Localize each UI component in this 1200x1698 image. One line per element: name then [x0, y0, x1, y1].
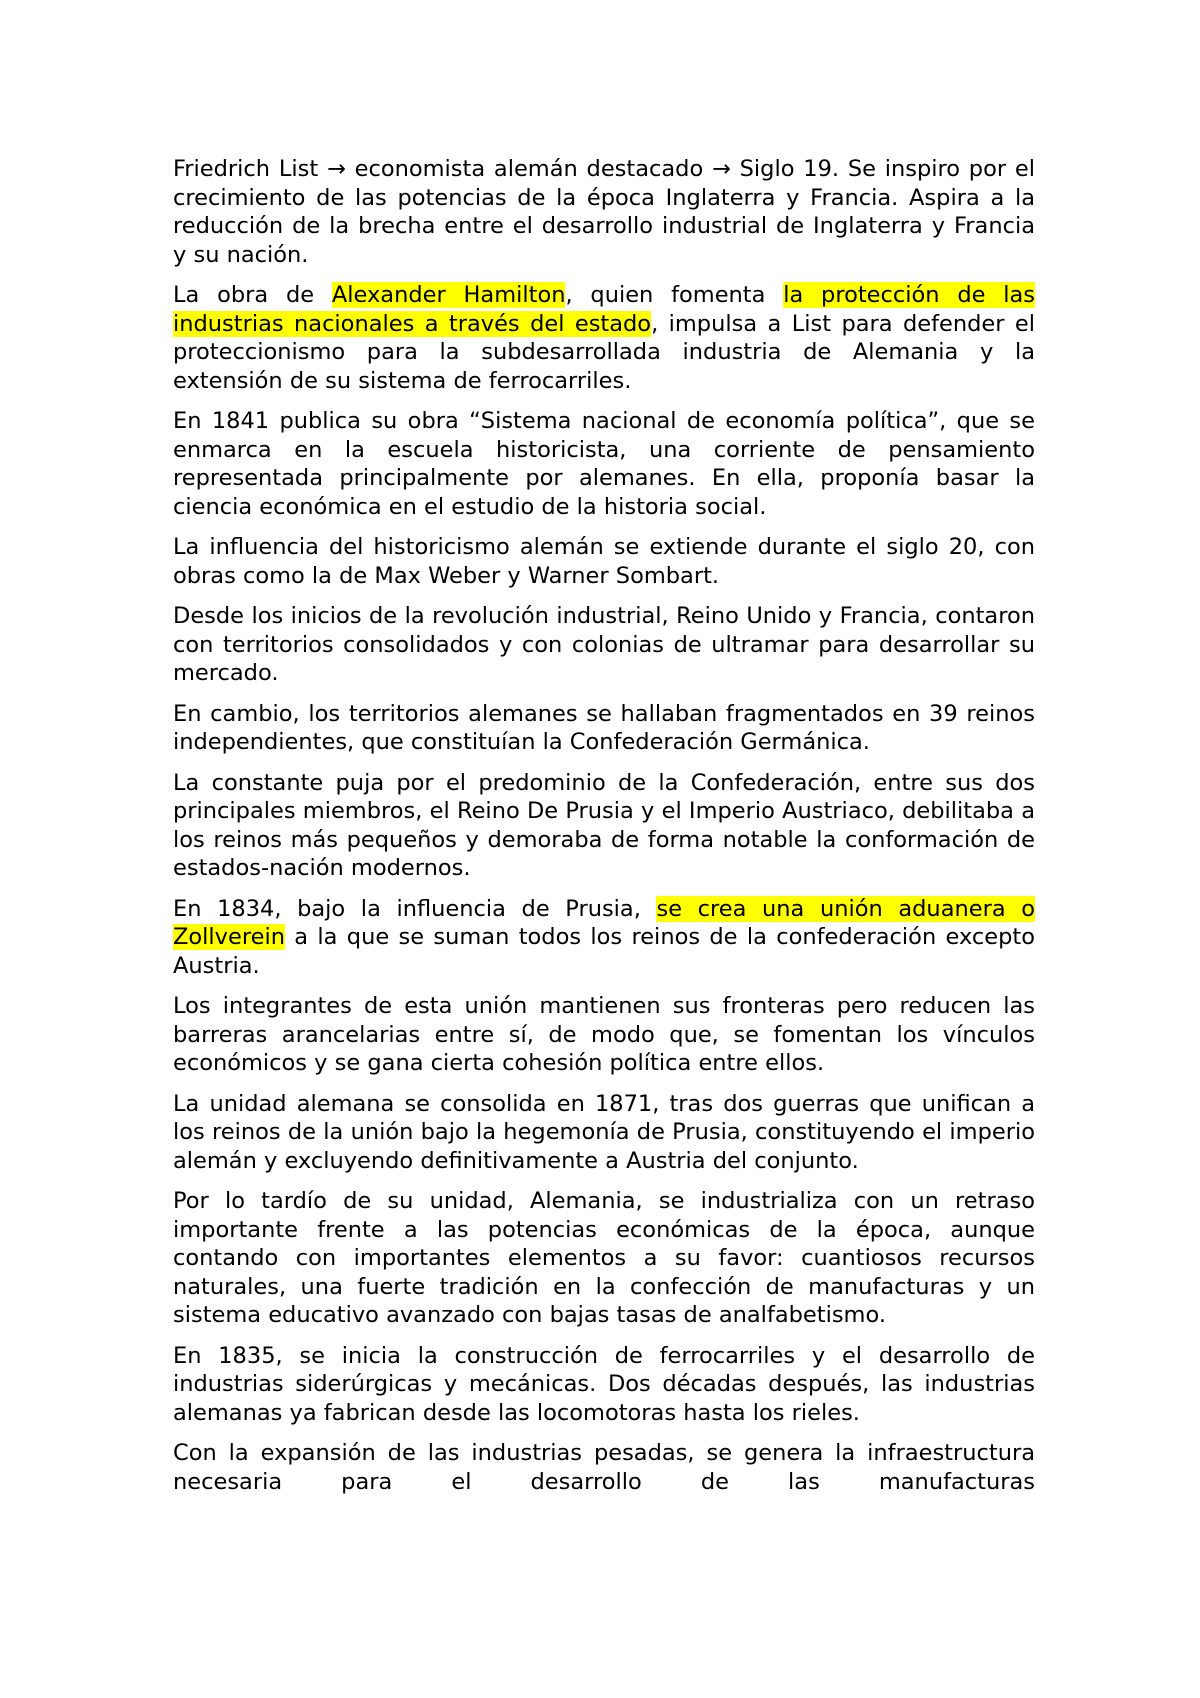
paragraph [173, 1439, 1035, 1496]
paragraph [173, 533, 1035, 590]
text-segment: La unidad alemana se consolida en 1871, tras dos guerras que unifican a los reinos de la unión bajo la hegemonía de Prusia, constituyendo el imperio alemán y excluyendo definitivamente a Austria del conjunto. [173, 1090, 1035, 1174]
paragraph [173, 1342, 1035, 1428]
text-segment: La constante puja por el predominio de la Confederación, entre sus dos principales miembros, el Reino De Prusia y el Imperio Austriaco, debilitaba a los reinos más pequeños y demoraba de forma notable la conformación de estados-nación modernos. [173, 769, 1035, 881]
paragraph [173, 1187, 1035, 1330]
text-segment: En cambio, los territorios alemanes se hallaban fragmentados en 39 reinos independientes, que constituían la Confederación Germánica. [173, 700, 1035, 755]
text-segment: Friedrich List → economista alemán destacado → Siglo 19. Se inspiro por el crecimiento de las potencias de la época Inglaterra y Francia. Aspira a la reducción de la brecha entre el desarrollo industrial de Inglaterra y Francia y su nación. [173, 156, 1035, 268]
highlighted-text: se crea una unión aduanera o Zollverein [173, 895, 1035, 950]
paragraph [173, 992, 1035, 1078]
text-segment: En 1835, se inicia la construcción de ferrocarriles y el desarrollo de industrias siderúrgicas y mecánicas. Dos décadas después, las industrias alemanas ya fabrican desde las locomotoras hasta los rieles. [173, 1342, 1035, 1426]
highlighted-text: la protección de las industrias nacionales a través del estado [173, 282, 1035, 337]
paragraph [173, 602, 1035, 688]
text-segment: a la que se suman todos los reinos de la confederación excepto Austria. [173, 924, 1035, 979]
paragraph [173, 1090, 1035, 1176]
text-segment: Los integrantes de esta unión mantienen sus fronteras pero reducen las barreras arancelarias entre sí, de modo que, se fomentan los vínculos económicos y se gana cierta cohesión política entre ellos. [173, 993, 1035, 1076]
paragraph [173, 281, 1035, 395]
paragraph [173, 700, 1035, 757]
text-segment: , quien fomenta [565, 282, 784, 308]
text-segment: En 1834, bajo la influencia de Prusia, [173, 895, 657, 922]
text-segment: , impulsa a List para defender el proteccionismo para la subdesarrollada industria de Alemania y la extensión de su sistema de ferrocarriles. [173, 310, 1035, 394]
text-segment: La influencia del historicismo alemán se extiende durante el siglo 20, con obras como la de Max Weber y Warner Sombart. [173, 534, 1035, 589]
text-segment: Desde los inicios de la revolución industrial, Reino Unido y Francia, contaron con territorios consolidados y con colonias de ultramar para desarrollar su mercado. [173, 603, 1035, 686]
text-segment: Con la expansión de las industrias pesadas, se genera la infraestructura necesaria para el desarrollo de las manufacturas [173, 1440, 1035, 1495]
paragraph [173, 769, 1035, 883]
highlighted-text: Alexander Hamilton [331, 282, 566, 308]
paragraph [173, 407, 1035, 521]
text-segment: En 1841 publica su obra “Sistema nacional de economía política”, que se enmarca en la escuela historicista, una corriente de pensamiento representada principalmente por alemanes. En ella, proponía basar la ciencia económica en el estudio de la historia social. [173, 408, 1035, 520]
paragraph [173, 895, 1035, 981]
document-body [173, 155, 1035, 1508]
text-segment: La obra de [173, 282, 332, 308]
paragraph [173, 155, 1035, 269]
text-segment: Por lo tardío de su unidad, Alemania, se industrializa con un retraso importante frente a las potencias económicas de la época, aunque contando con importantes elementos a su favor: cuantiosos recursos naturales, una fuerte tradición en la confección de manufacturas y un sistema educativo avanzado con bajas tasas de analfabetismo. [173, 1188, 1035, 1328]
